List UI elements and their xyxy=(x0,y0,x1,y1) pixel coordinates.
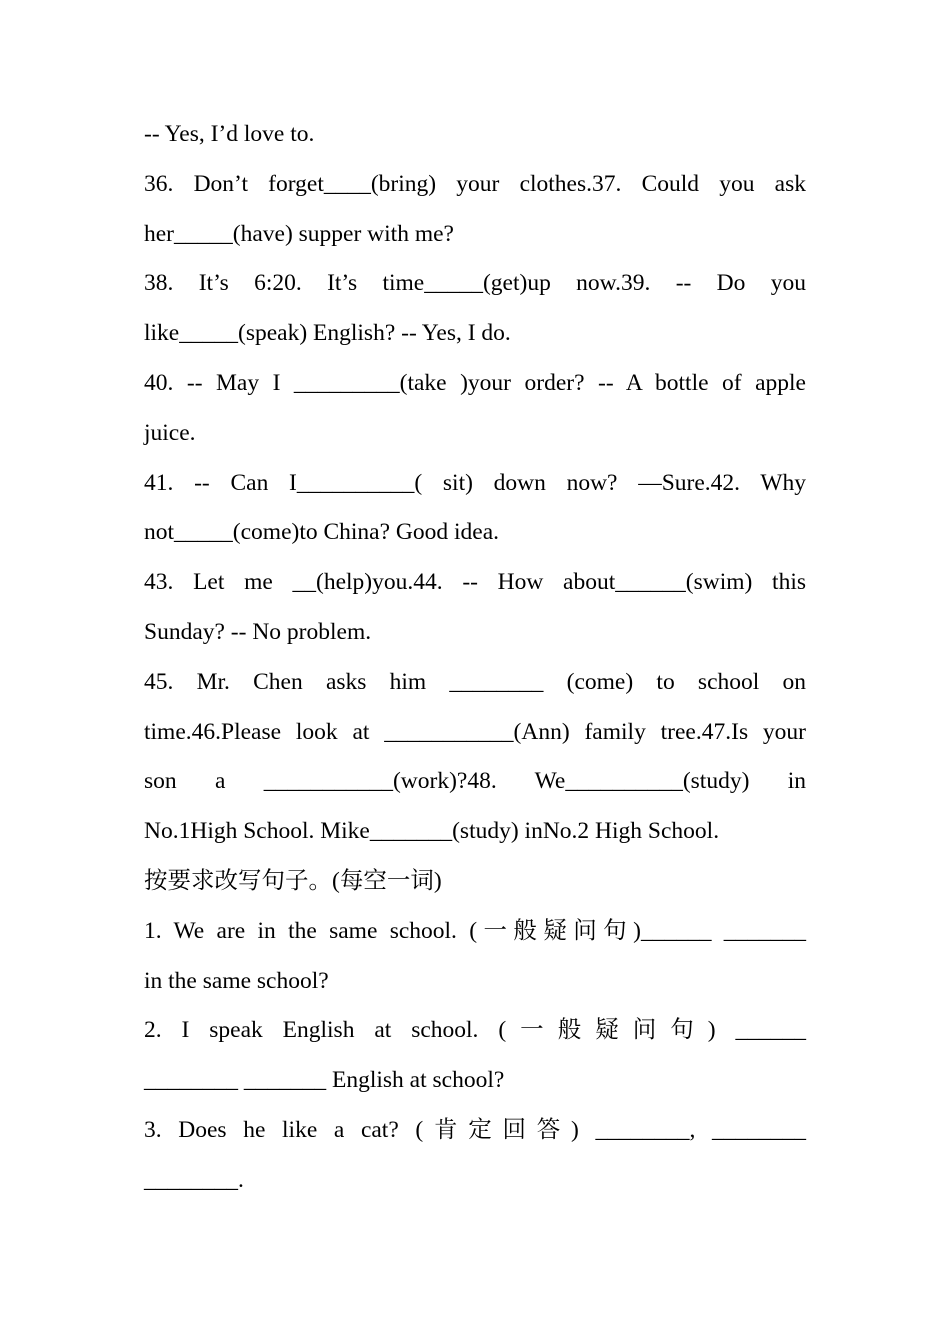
text-line: 36. Don’t forget____(bring) your clothes.37. Could you ask xyxy=(144,170,806,197)
text-line: 2. I speak English at school. (一般疑问句) ______ xyxy=(144,1017,806,1044)
text-line: -- Yes, I’d love to. xyxy=(144,121,315,147)
text-line: 按要求改写句子。(每空一词) xyxy=(144,867,442,894)
text-line: her_____(have) supper with me? xyxy=(144,220,454,247)
text-line: juice. xyxy=(144,419,196,446)
text-line: not_____(come)to China? Good idea. xyxy=(144,519,500,546)
text-line: ________ _______ English at school? xyxy=(144,1067,505,1094)
text-line: 1. We are in the same school. (一般疑问句)______ _______ xyxy=(144,917,806,944)
text-line: 45. Mr. Chen asks him ________ (come) to school on xyxy=(144,668,806,695)
text-line: ________. xyxy=(144,1166,244,1193)
text-line: 3. Does he like a cat? (肯定回答) ________, ________ xyxy=(144,1116,806,1143)
text-line: No.1High School. Mike_______(study) inNo.2 High School. xyxy=(144,818,720,845)
text-line: 40. -- May I _________(take )your order? -- A bottle of apple xyxy=(144,369,806,396)
text-line: 38. It’s 6:20. It’s time_____(get)up now.39. -- Do you xyxy=(144,270,806,297)
text-line: son a ___________(work)?48. We__________(study) in xyxy=(144,768,806,795)
text-line: like_____(speak) English? -- Yes, I do. xyxy=(144,320,511,347)
document-page xyxy=(144,110,806,1206)
text-line: in the same school? xyxy=(144,967,329,994)
text-line: time.46.Please look at ___________(Ann) family tree.47.Is your xyxy=(144,718,806,745)
text-line: 43. Let me __(help)you.44. -- How about______(swim) this xyxy=(144,569,806,596)
text-line: 41. -- Can I__________( sit) down now? —Sure.42. Why xyxy=(144,469,806,496)
text-line: Sunday? -- No problem. xyxy=(144,618,372,645)
